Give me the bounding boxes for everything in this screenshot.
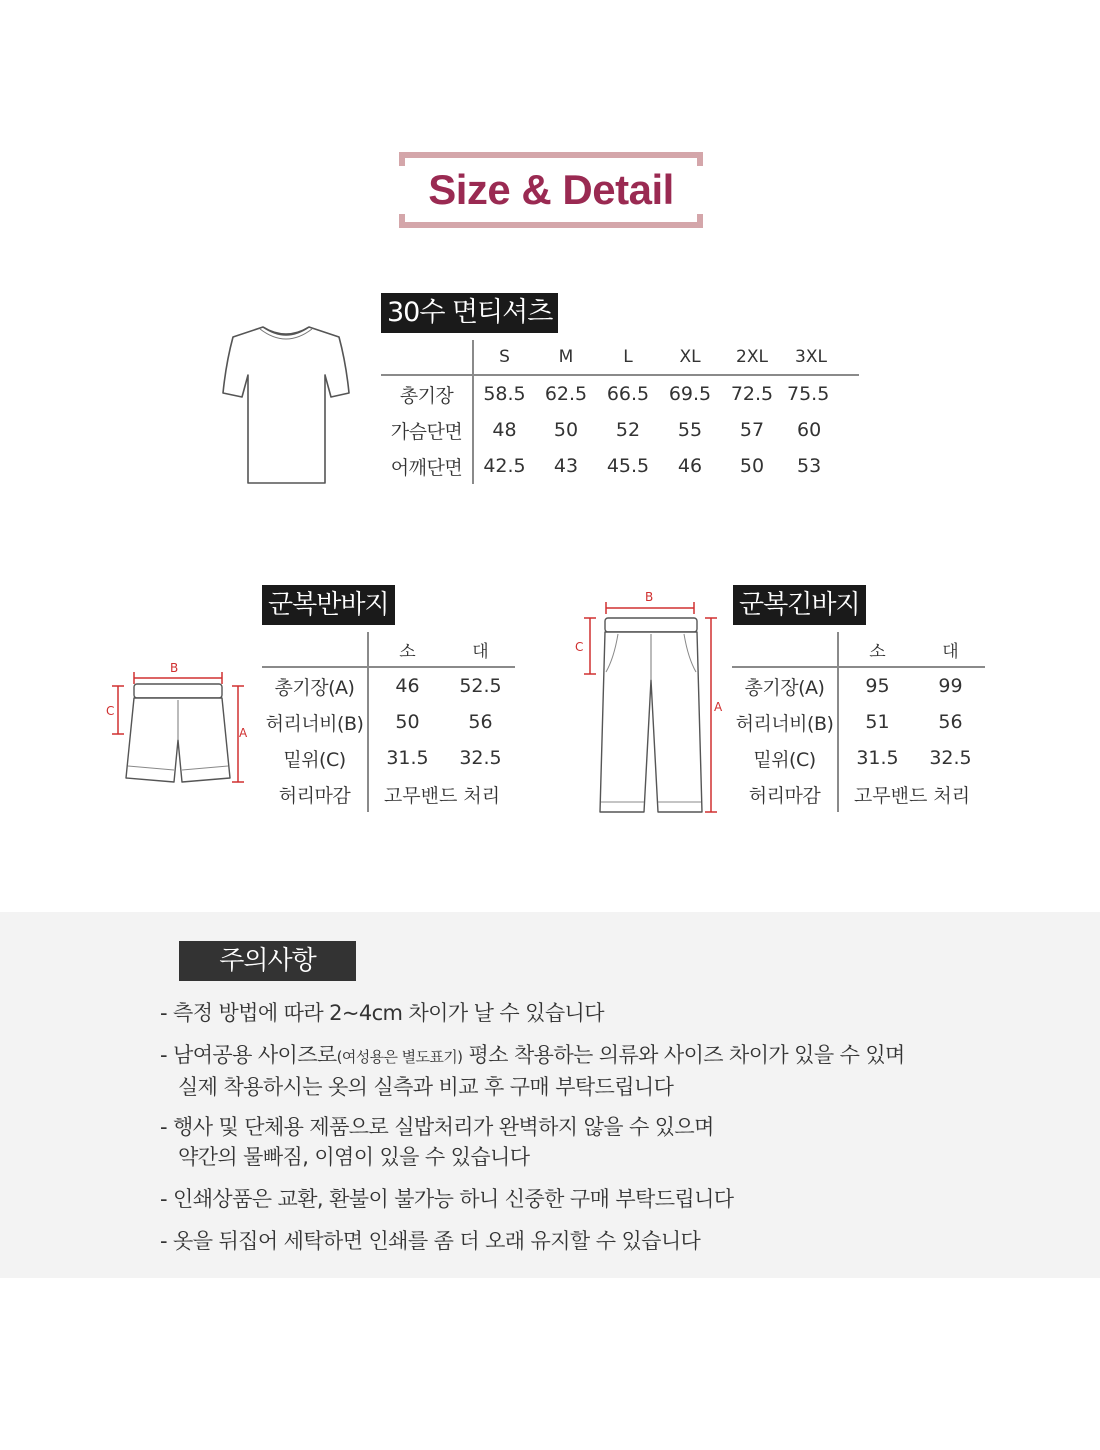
table-cell: 53 bbox=[797, 455, 822, 477]
table-cell: 43 bbox=[553, 455, 579, 477]
frame-top-bar bbox=[399, 152, 703, 158]
notice-item bbox=[160, 1112, 714, 1172]
table-cell: 51 bbox=[865, 711, 890, 733]
table-cell: 58.5 bbox=[483, 383, 526, 405]
pants-icon bbox=[572, 598, 732, 818]
table-cell-merged: 고무밴드 처리 bbox=[853, 784, 971, 807]
table-cell: 50 bbox=[553, 419, 579, 441]
size-header: 대 bbox=[446, 632, 515, 667]
pants-marker-c: C bbox=[575, 640, 584, 654]
frame-bottom-right-corner bbox=[697, 214, 703, 228]
table-cell: 42.5 bbox=[483, 455, 526, 477]
header-blank bbox=[732, 632, 838, 667]
size-header: 2XL bbox=[721, 340, 783, 375]
pants-size-table bbox=[732, 632, 985, 812]
table-cell-merged: 고무밴드 처리 bbox=[383, 784, 501, 807]
table-cell: 45.5 bbox=[606, 455, 650, 477]
table-cell: 50 bbox=[395, 711, 420, 733]
header-blank bbox=[262, 632, 368, 667]
table-cell: 50 bbox=[739, 455, 765, 477]
size-header: 대 bbox=[916, 632, 985, 667]
table-cell: 95 bbox=[865, 675, 890, 697]
table-cell: 55 bbox=[677, 419, 703, 441]
pants-tag: 군복긴바지 bbox=[733, 585, 866, 625]
tshirt-icon bbox=[221, 323, 351, 487]
page-title: Size & Detail bbox=[428, 166, 674, 213]
shorts-marker-a: A bbox=[239, 726, 248, 740]
table-row bbox=[262, 704, 515, 740]
notice-title: 주의사항 bbox=[179, 941, 356, 981]
table-row bbox=[262, 776, 515, 812]
table-cell: 99 bbox=[938, 675, 963, 697]
size-header: XL bbox=[659, 340, 721, 375]
table-cell: 32.5 bbox=[929, 747, 972, 769]
table-header-row bbox=[262, 632, 515, 667]
table-row bbox=[381, 412, 859, 448]
table-cell: 48 bbox=[492, 419, 517, 441]
table-cell: 60 bbox=[797, 419, 822, 441]
table-cell: 75.5 bbox=[787, 383, 830, 405]
shorts-marker-c: C bbox=[106, 704, 115, 718]
table-row bbox=[381, 375, 859, 412]
header-blank bbox=[381, 340, 473, 375]
row-label: 총기장(A) bbox=[262, 667, 368, 704]
table-row bbox=[732, 704, 985, 740]
size-header: L bbox=[597, 340, 659, 375]
size-header: S bbox=[473, 340, 535, 375]
row-label: 총기장(A) bbox=[732, 667, 838, 704]
frame-top-left-corner bbox=[399, 152, 405, 166]
size-header: M bbox=[535, 340, 597, 375]
table-row bbox=[262, 667, 515, 704]
notice-item-text: - 옷을 뒤집어 세탁하면 인쇄를 좀 더 오래 유지할 수 있습니다 bbox=[160, 1229, 701, 1253]
notice-item-text: 평소 착용하는 의류와 사이즈 차이가 있을 수 있며 bbox=[462, 1043, 905, 1067]
table-cell: 52 bbox=[615, 419, 641, 441]
shorts-illustration bbox=[104, 660, 254, 794]
table-row bbox=[732, 740, 985, 776]
size-header: 소 bbox=[838, 632, 916, 667]
pants-marker-b: B bbox=[645, 590, 654, 604]
notice-item-text: - 측정 방법에 따라 2~4cm 차이가 날 수 있습니다 bbox=[160, 1001, 604, 1025]
table-cell: 57 bbox=[739, 419, 765, 441]
row-label: 총기장 bbox=[381, 375, 473, 412]
table-header-row bbox=[732, 632, 985, 667]
row-label: 허리너비(B) bbox=[262, 704, 368, 740]
row-label: 허리너비(B) bbox=[732, 704, 838, 740]
pants-marker-a: A bbox=[714, 700, 723, 714]
table-row bbox=[732, 776, 985, 812]
size-header: 3XL bbox=[783, 340, 859, 375]
notice-item bbox=[160, 1226, 700, 1256]
table-row bbox=[732, 667, 985, 704]
notice-item-text: 약간의 물빠짐, 이염이 있을 수 있습니다 bbox=[178, 1145, 530, 1169]
frame-bottom-bar bbox=[399, 222, 703, 228]
frame-top-right-corner bbox=[697, 152, 703, 166]
shorts-tag: 군복반바지 bbox=[262, 585, 395, 625]
tshirt-illustration bbox=[221, 323, 351, 491]
table-cell: 46 bbox=[395, 675, 420, 697]
row-label: 밑위(C) bbox=[262, 740, 368, 776]
table-cell: 31.5 bbox=[386, 747, 429, 769]
row-label: 가슴단면 bbox=[381, 412, 473, 448]
shorts-marker-b: B bbox=[170, 661, 179, 675]
table-cell: 69.5 bbox=[668, 383, 712, 405]
table-cell: 66.5 bbox=[606, 383, 650, 405]
pants-illustration bbox=[572, 598, 732, 822]
frame-bottom-left-corner bbox=[399, 214, 405, 228]
table-cell: 46 bbox=[677, 455, 703, 477]
table-header-row bbox=[381, 340, 859, 375]
shorts-size-table bbox=[262, 632, 515, 812]
notice-item bbox=[160, 1184, 734, 1214]
notice-item-text: - 인쇄상품은 교환, 환불이 불가능 하니 신중한 구매 부탁드립니다 bbox=[160, 1187, 734, 1211]
tshirt-tag: 30수 면티셔츠 bbox=[381, 293, 558, 333]
notice-item bbox=[160, 1040, 905, 1102]
row-label: 밑위(C) bbox=[732, 740, 838, 776]
notice-item-text: - 행사 및 단체용 제품으로 실밥처리가 완벽하지 않을 수 있으며 bbox=[160, 1115, 714, 1139]
table-cell: 56 bbox=[468, 711, 493, 733]
table-cell: 31.5 bbox=[856, 747, 899, 769]
tshirt-size-table bbox=[381, 340, 859, 484]
notice-item-small-text: (여성용은 별도표기) bbox=[336, 1048, 463, 1066]
table-row bbox=[381, 448, 859, 484]
shorts-icon bbox=[104, 660, 254, 790]
table-cell: 72.5 bbox=[730, 383, 774, 405]
table-cell: 56 bbox=[938, 711, 963, 733]
row-label: 어깨단면 bbox=[381, 448, 473, 484]
table-cell: 32.5 bbox=[459, 747, 502, 769]
table-cell: 62.5 bbox=[544, 383, 588, 405]
row-label: 허리마감 bbox=[262, 776, 368, 812]
title-frame bbox=[399, 152, 703, 228]
row-label: 허리마감 bbox=[732, 776, 838, 812]
table-row bbox=[262, 740, 515, 776]
table-cell: 52.5 bbox=[459, 675, 502, 697]
size-header: 소 bbox=[368, 632, 446, 667]
notice-item-text: - 남여공용 사이즈로 bbox=[160, 1043, 337, 1067]
notice-item-text: 실제 착용하시는 옷의 실측과 비교 후 구매 부탁드립니다 bbox=[178, 1075, 674, 1099]
notice-item bbox=[160, 998, 604, 1028]
